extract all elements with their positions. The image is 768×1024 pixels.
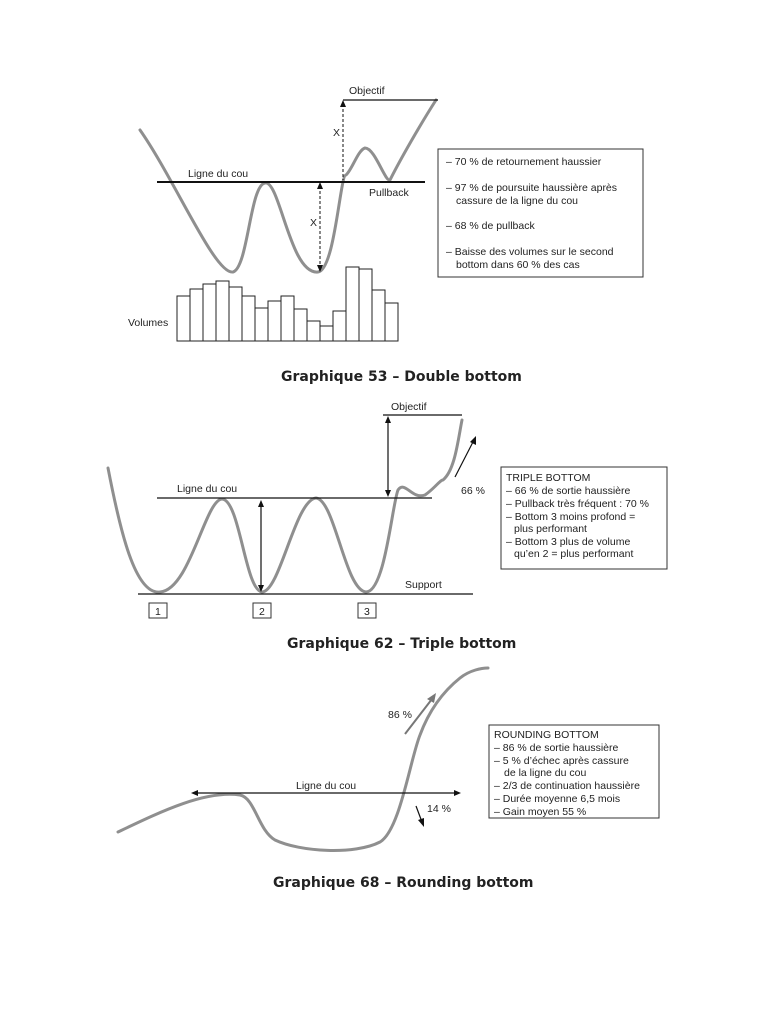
- rounding-bottom-box-line: – 2/3 de continuation haussière: [494, 780, 640, 792]
- volume-bar: [255, 308, 268, 341]
- rounding-bottom-box-line: – 5 % d’échec après cassure: [494, 755, 629, 767]
- volume-bar: [385, 303, 398, 341]
- rounding-bottom-box-line: – Gain moyen 55 %: [494, 806, 587, 818]
- triple-bottom-support-label: Support: [405, 579, 442, 591]
- double-bottom-stat-line: – 70 % de retournement haussier: [446, 156, 602, 168]
- volume-bar: [320, 326, 333, 341]
- triple-bottom-box-line: qu’en 2 = plus performant: [514, 548, 634, 560]
- double-bottom-stat-line: bottom dans 60 % des cas: [456, 259, 580, 271]
- triple-bottom-box-line: – Bottom 3 moins profond =: [506, 511, 636, 523]
- double-bottom-figure: [128, 85, 643, 385]
- volume-bar: [190, 289, 203, 341]
- arrowhead-icon: [385, 416, 391, 423]
- triple-bottom-price-curve: [108, 420, 462, 592]
- double-bottom-neckline-label: Ligne du cou: [188, 168, 249, 180]
- triple-bottom-box-line: – Pullback très fréquent : 70 %: [506, 498, 649, 510]
- arrowhead-icon: [427, 693, 436, 703]
- bottom-marker-1-label: 1: [155, 606, 161, 618]
- volume-bar: [294, 309, 307, 341]
- volume-bar: [333, 311, 346, 341]
- triple-bottom-box-line: plus performant: [514, 523, 587, 535]
- double-bottom-stat-line: – Baisse des volumes sur le second: [446, 246, 614, 258]
- rounding-bottom-box-line: de la ligne du cou: [504, 767, 587, 779]
- triple-bottom-caption: Graphique 62 – Triple bottom: [287, 636, 517, 652]
- rounding-bottom-up-pct: 86 %: [388, 709, 412, 721]
- rounding-bottom-box-line: – Durée moyenne 6,5 mois: [494, 793, 621, 805]
- volume-bar: [359, 269, 372, 341]
- triple-bottom-box-title: TRIPLE BOTTOM: [506, 472, 591, 484]
- double-bottom-stat-line: cassure de la ligne du cou: [456, 195, 578, 207]
- double-bottom-stat-line: – 97 % de poursuite haussière après: [446, 182, 618, 194]
- volume-bar: [229, 287, 242, 341]
- arrowhead-icon: [385, 490, 391, 497]
- triple-bottom-objectif-label: Objectif: [391, 401, 427, 413]
- rounding-bottom-box-title: ROUNDING BOTTOM: [494, 729, 599, 741]
- arrowhead-icon: [340, 100, 346, 107]
- volume-bar: [281, 296, 294, 341]
- rounding-bottom-figure: [118, 668, 659, 891]
- arrowhead-icon: [418, 818, 424, 827]
- double-bottom-pullback-label: Pullback: [369, 187, 409, 199]
- volume-bar: [346, 267, 359, 341]
- volume-bar: [242, 296, 255, 341]
- rounding-bottom-caption: Graphique 68 – Rounding bottom: [273, 875, 534, 891]
- double-bottom-upper-x-label: X: [333, 127, 341, 139]
- double-bottom-objectif-label: Objectif: [349, 85, 385, 97]
- rounding-bottom-neckline-label: Ligne du cou: [296, 780, 357, 792]
- bottom-marker-3-label: 3: [364, 606, 370, 618]
- triple-bottom-pct-label: 66 %: [461, 485, 485, 497]
- volume-bar: [307, 321, 320, 341]
- arrowhead-icon: [258, 500, 264, 507]
- rounding-bottom-box-line: – 86 % de sortie haussière: [494, 742, 619, 754]
- volume-bar: [203, 284, 216, 341]
- volume-bar: [268, 301, 281, 341]
- volume-bar: [177, 296, 190, 341]
- arrowhead-icon: [317, 182, 323, 189]
- arrowhead-icon: [191, 790, 198, 796]
- rounding-bottom-down-pct: 14 %: [427, 803, 451, 815]
- arrowhead-icon: [470, 436, 476, 445]
- volumes-label: Volumes: [128, 317, 169, 329]
- volume-bar: [216, 281, 229, 341]
- double-bottom-caption: Graphique 53 – Double bottom: [281, 369, 522, 385]
- double-bottom-stat-line: – 68 % de pullback: [446, 220, 535, 232]
- triple-bottom-neckline-label: Ligne du cou: [177, 483, 238, 495]
- triple-bottom-figure: [108, 401, 667, 652]
- triple-bottom-box-line: – Bottom 3 plus de volume: [506, 536, 631, 548]
- triple-bottom-box-line: – 66 % de sortie haussière: [506, 485, 631, 497]
- arrowhead-icon: [454, 790, 461, 796]
- double-bottom-lower-x-label: X: [310, 217, 318, 229]
- bottom-marker-2-label: 2: [259, 606, 265, 618]
- volume-bar: [372, 290, 385, 341]
- volume-bars: [177, 267, 398, 341]
